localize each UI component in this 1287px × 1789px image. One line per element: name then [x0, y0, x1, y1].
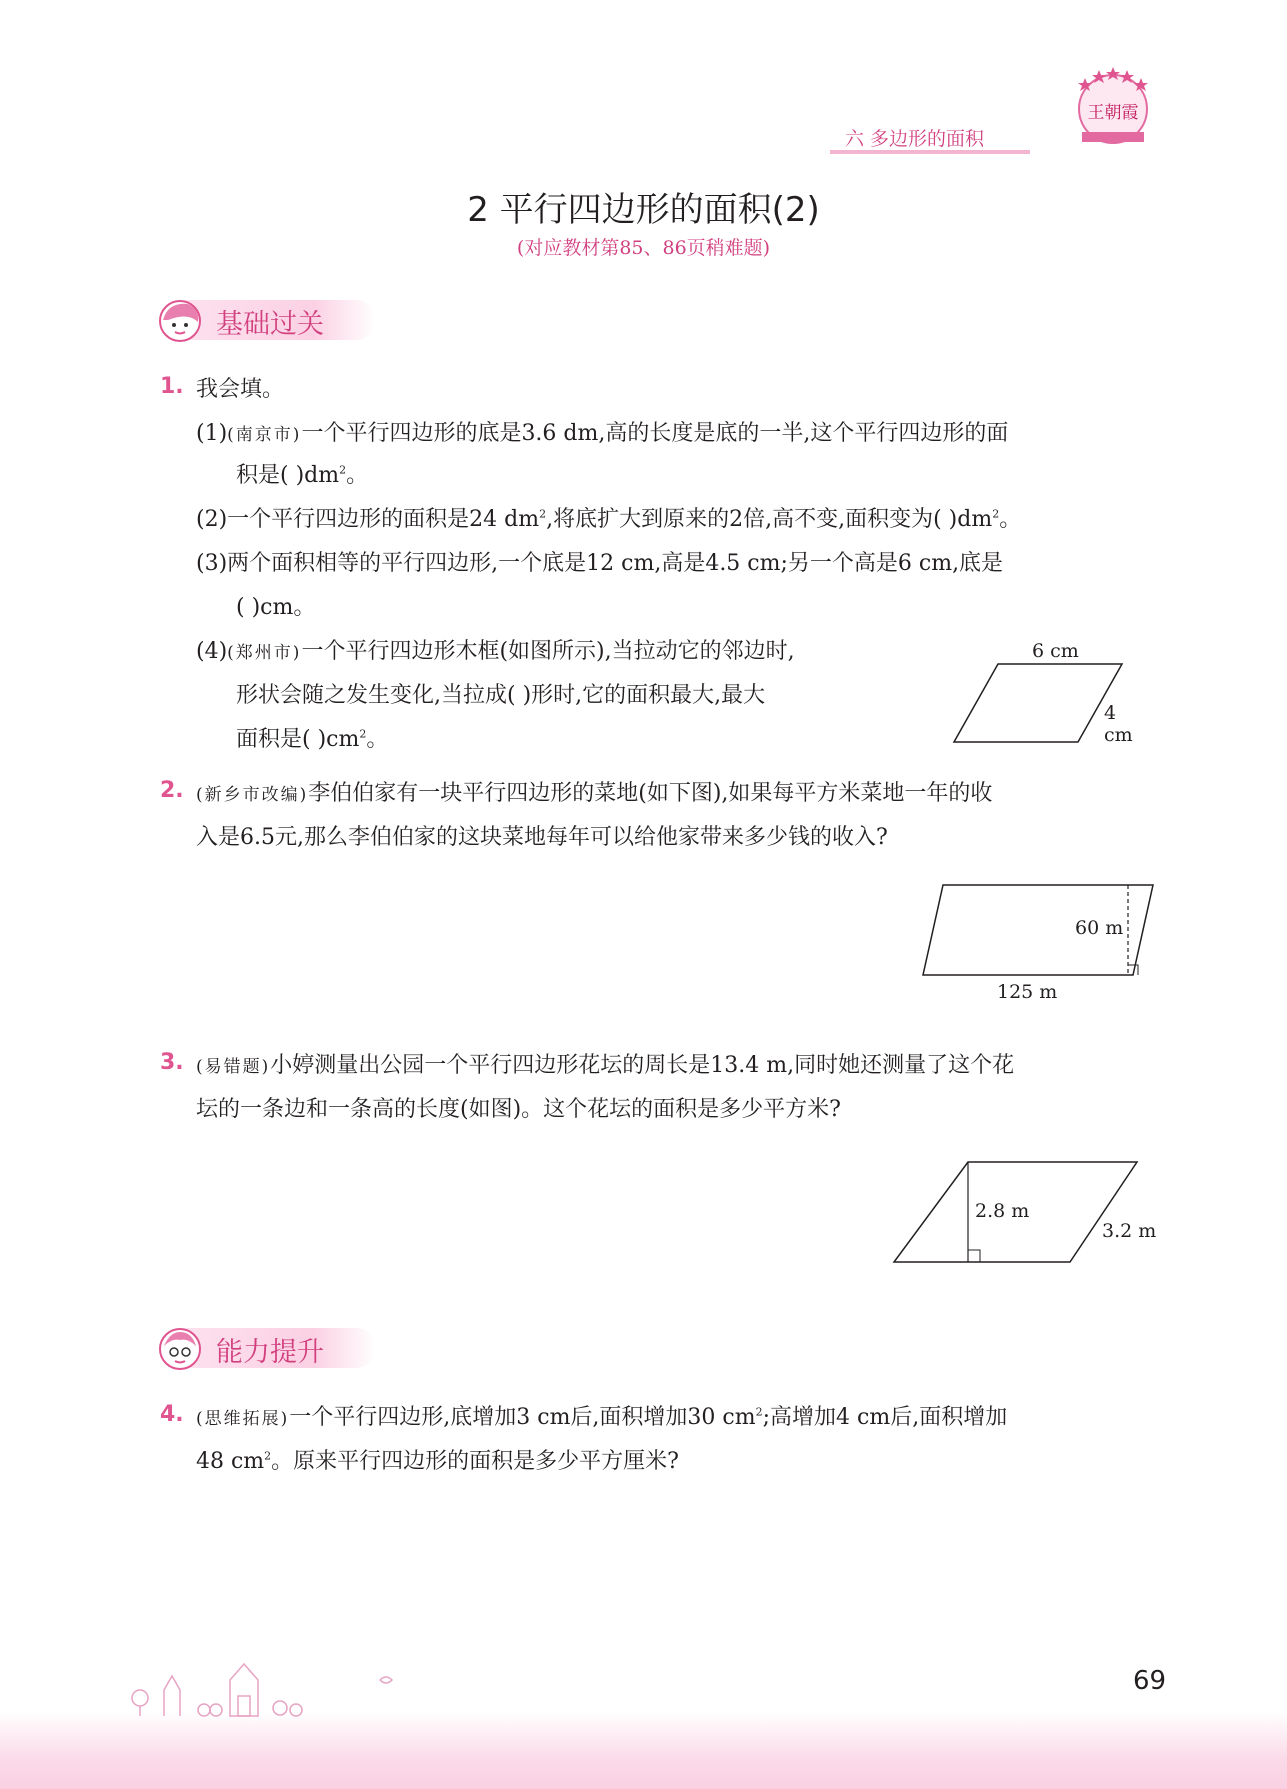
chapter-underline: [830, 150, 1030, 154]
q1-stem: 我会填。: [196, 377, 285, 402]
q2-line1: (新乡市改编)李伯伯家有一块平行四边形的菜地(如下图),如果每平方米菜地一年的收: [196, 781, 993, 806]
q4-line1: (思维拓展)一个平行四边形,底增加3 cm后,面积增加30 $cm^2$;高增加4 cm后,面积增加: [196, 1405, 1008, 1430]
page-title: 2 平行四边形的面积(2): [467, 190, 820, 230]
q1-part4-line3: 面积是( )$cm^2$。: [236, 727, 389, 752]
q1-part1-source: (南京市): [227, 425, 302, 445]
superscript-2: 2: [992, 507, 1000, 521]
superscript-2: 2: [539, 507, 547, 521]
q1-fig-side-label: 4 cm: [1104, 702, 1133, 746]
q4-number: 4.: [160, 1402, 184, 1427]
logo: [1070, 62, 1156, 148]
q2-parallelogram-figure: [915, 875, 1165, 1015]
castle-decoration-icon: [120, 1640, 420, 1724]
section-basic: [158, 298, 378, 342]
q4-source: (思维拓展): [196, 1409, 290, 1429]
q1-part1-line1: (1)(南京市)一个平行四边形的底是3.6 dm,高的长度是底的一半,这个平行四边形的面: [196, 421, 1009, 446]
q1-part4-line1: (4)(郑州市)一个平行四边形木框(如图所示),当拉动它的邻边时,: [196, 639, 795, 664]
q2-line2: 入是6.5元,那么李伯伯家的这块菜地每年可以给他家带来多少钱的收入?: [196, 825, 888, 850]
q3-line1: (易错题)小婷测量出公园一个平行四边形花坛的周长是13.4 m,同时她还测量了这个花: [196, 1053, 1015, 1078]
q1-number: 1.: [160, 374, 184, 399]
q1-fig-top-label: 6 cm: [1032, 640, 1079, 662]
q3-parallelogram-figure: [890, 1158, 1170, 1268]
section-label-basic: 基础过关: [216, 309, 324, 340]
page-number: 69: [1133, 1666, 1167, 1696]
q1-parallelogram-figure: [950, 640, 1150, 750]
q2-fig-base-label: 125 m: [997, 981, 1058, 1003]
section-label-advanced: 能力提升: [216, 1337, 324, 1368]
page-subtitle: (对应教材第85、86页稍难题): [516, 237, 771, 259]
superscript-2: 2: [264, 1449, 272, 1463]
q1-part3-line1: (3)两个面积相等的平行四边形,一个底是12 cm,高是4.5 cm;另一个高是6 cm,底是: [196, 551, 1004, 576]
section-advanced: [158, 1326, 378, 1370]
logo-text: 王朝霞: [1087, 103, 1139, 123]
q3-line2: 坛的一条边和一条高的长度(如图)。这个花坛的面积是多少平方米?: [196, 1097, 841, 1122]
chapter-header: 六 多边形的面积: [845, 128, 985, 150]
superscript-2: 2: [339, 463, 347, 477]
q4-line2: 48 $cm^2$。原来平行四边形的面积是多少平方厘米?: [196, 1449, 679, 1474]
superscript-2: 2: [359, 727, 367, 741]
q3-fig-height-label: 2.8 m: [975, 1200, 1030, 1222]
q1-part2-line: (2)一个平行四边形的面积是24 $dm^2$,将底扩大到原来的2倍,高不变,面积变为( )$dm^2$。: [196, 507, 1022, 532]
q3-source: (易错题): [196, 1057, 271, 1077]
q1-part3-line2: ( )cm。: [236, 595, 316, 620]
q2-fig-height-label: 60 m: [1075, 917, 1124, 939]
girl-mascot-icon: [158, 298, 204, 348]
q1-part4-line2: 形状会随之发生变化,当拉成( )形时,它的面积最大,最大: [236, 683, 766, 708]
q1-part4-source: (郑州市): [227, 643, 302, 663]
q3-fig-side-label: 3.2 m: [1102, 1220, 1157, 1242]
grandma-mascot-icon: [158, 1326, 204, 1376]
q1-part1-line2: 积是( )$dm^2$。: [236, 463, 369, 488]
q2-number: 2.: [160, 778, 184, 803]
q2-source: (新乡市改编): [196, 785, 309, 805]
q3-number: 3.: [160, 1050, 184, 1075]
superscript-2: 2: [755, 1405, 763, 1419]
